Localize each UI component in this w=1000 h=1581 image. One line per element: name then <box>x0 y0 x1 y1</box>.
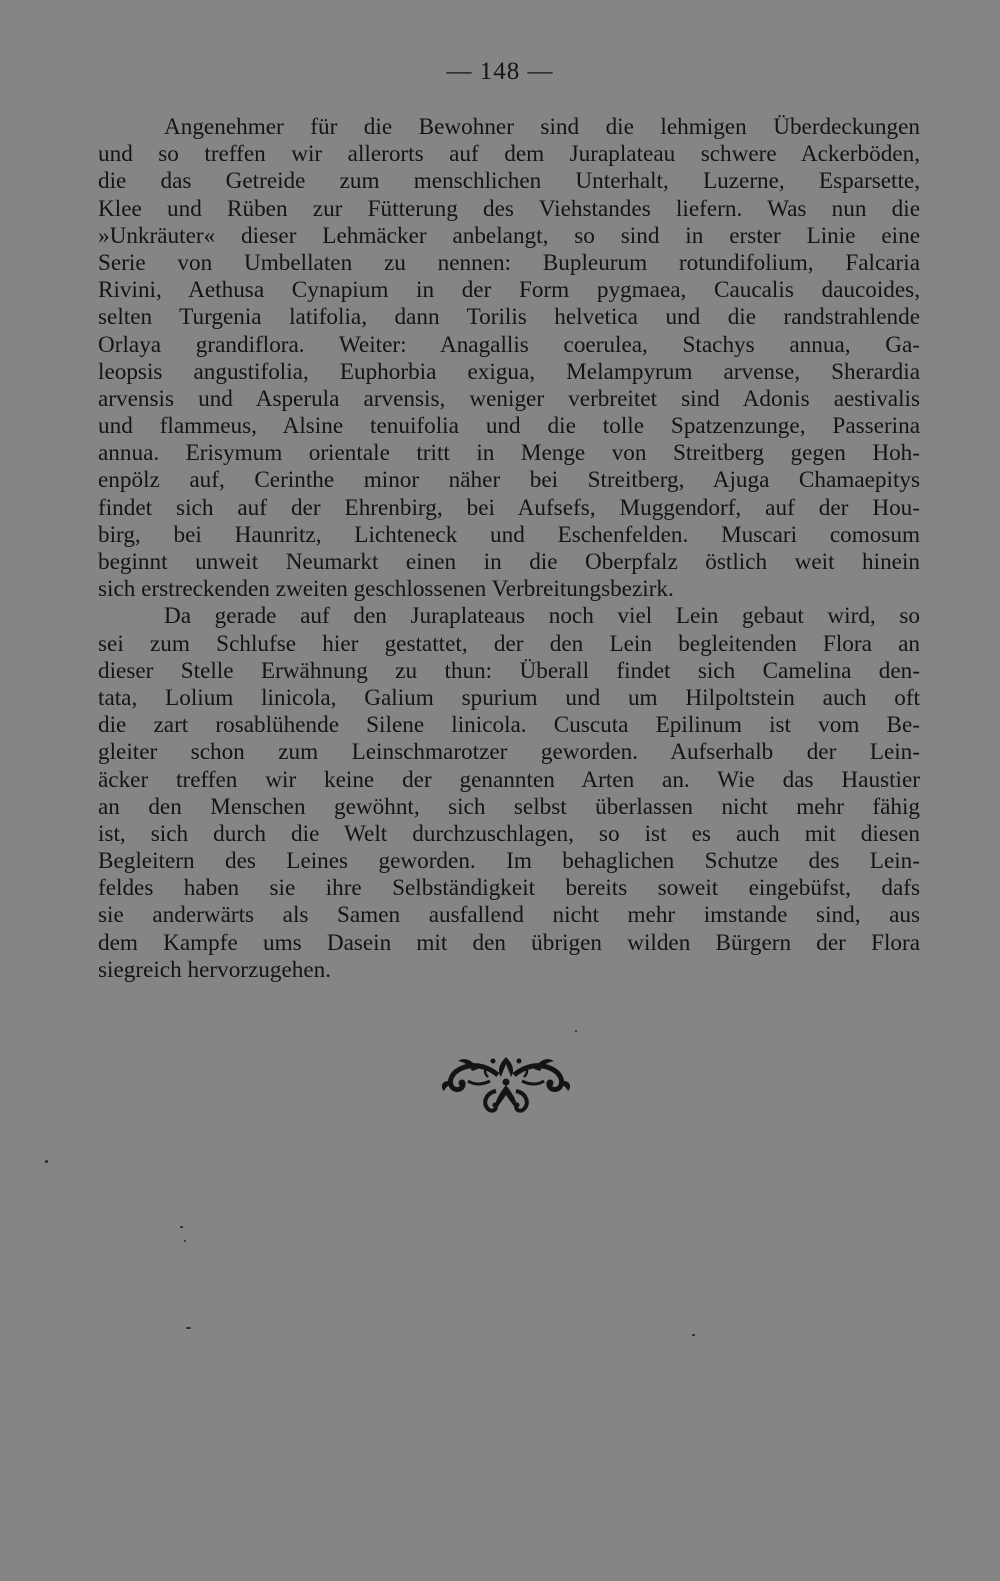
text-line: und flammeus, Alsine tenuifolia und die tolle Spatzenzunge, Passerina <box>98 413 920 440</box>
text-line: die das Getreide zum menschlichen Unterhalt, Luzerne, Esparsette, <box>98 168 920 195</box>
text-line: sie anderwärts als Samen ausfallend nicht mehr imstande sind, aus <box>98 902 920 929</box>
text-line: Rivini, Aethusa Cynapium in der Form pygmaea, Caucalis daucoides, <box>98 277 920 304</box>
text-line: tata, Lolium linicola, Galium spurium und um Hilpoltstein auch oft <box>98 684 920 711</box>
text-line: feldes haben sie ihre Selbständigkeit bereits soweit eingebüfst, dafs <box>98 875 920 902</box>
page-number: — 148 — <box>446 58 554 85</box>
print-speck <box>184 1240 186 1242</box>
text-line: ist, sich durch die Welt durchzuschlagen, so ist es auch mit diesen <box>98 820 920 847</box>
text-line: »Unkräuter« dieser Lehmäcker anbelangt, so sind in erster Linie eine <box>98 222 920 249</box>
text-line: und so treffen wir allerorts auf dem Juraplateau schwere Ackerböden, <box>98 141 920 168</box>
text-line: siegreich hervorzugehen. <box>98 956 332 983</box>
print-speck <box>575 1030 577 1032</box>
print-speck <box>692 1334 695 1336</box>
text-line: sei zum Schlufse hier gestattet, der den Lein begleitenden Flora an <box>98 630 920 657</box>
text-line: die zart rosablühende Silene linicola. Cuscuta Epilinum ist vom Be- <box>98 712 920 739</box>
text-line: Serie von Umbellaten zu nennen: Bupleurum rotundifolium, Falcaria <box>98 249 920 276</box>
text-line: Da gerade auf den Juraplateaus noch viel Lein gebaut wird, so <box>164 603 920 630</box>
text-line: Begleitern des Leines geworden. Im behaglichen Schutze des Lein- <box>98 848 920 875</box>
text-line: findet sich auf der Ehrenbirg, bei Aufsefs, Muggendorf, auf der Hou- <box>98 494 920 521</box>
paragraph-2 <box>98 603 920 984</box>
floral-vignette-icon <box>438 1051 574 1121</box>
print-speck <box>45 1160 48 1163</box>
text-line: dieser Stelle Erwähnung zu thun: Überall findet sich Camelina den- <box>98 657 920 684</box>
text-line: sich erstreckenden zweiten geschlossenen Verbreitungsbezirk. <box>98 576 674 603</box>
text-line: arvensis und Asperula arvensis, weniger verbreitet sind Adonis aestivalis <box>98 385 920 412</box>
text-line: Angenehmer für die Bewohner sind die lehmigen Überdeckungen <box>164 114 920 140</box>
text-line: leopsis angustifolia, Euphorbia exigua, Melampyrum arvense, Sherardia <box>98 358 920 385</box>
text-line: selten Turgenia latifolia, dann Torilis helvetica und die randstrahlende <box>98 304 920 331</box>
text-line: dem Kampfe ums Dasein mit den übrigen wilden Bürgern der Flora <box>98 929 920 956</box>
print-speck <box>186 1327 191 1329</box>
paragraph-1 <box>98 114 920 603</box>
print-speck <box>180 1226 183 1228</box>
text-line: birg, bei Haunritz, Lichteneck und Eschenfelden. Muscari comosum <box>98 521 920 548</box>
text-line: an den Menschen gewöhnt, sich selbst überlassen nicht mehr fähig <box>98 793 920 820</box>
text-line: annua. Erisymum orientale tritt in Menge von Streitberg gegen Hoh- <box>98 440 920 467</box>
text-line: enpölz auf, Cerinthe minor näher bei Streitberg, Ajuga Chamaepitys <box>98 467 920 494</box>
body-text <box>98 114 920 984</box>
text-line: Klee und Rüben zur Fütterung des Viehstandes liefern. Was nun die <box>98 195 920 222</box>
text-line: beginnt unweit Neumarkt einen in die Oberpfalz östlich weit hinein <box>98 549 920 575</box>
text-line: gleiter schon zum Leinschmarotzer geworden. Aufserhalb der Lein- <box>98 739 920 766</box>
text-line: äcker treffen wir keine der genannten Arten an. Wie das Haustier <box>98 766 920 793</box>
text-line: Orlaya grandiflora. Weiter: Anagallis coerulea, Stachys annua, Ga- <box>98 331 920 358</box>
